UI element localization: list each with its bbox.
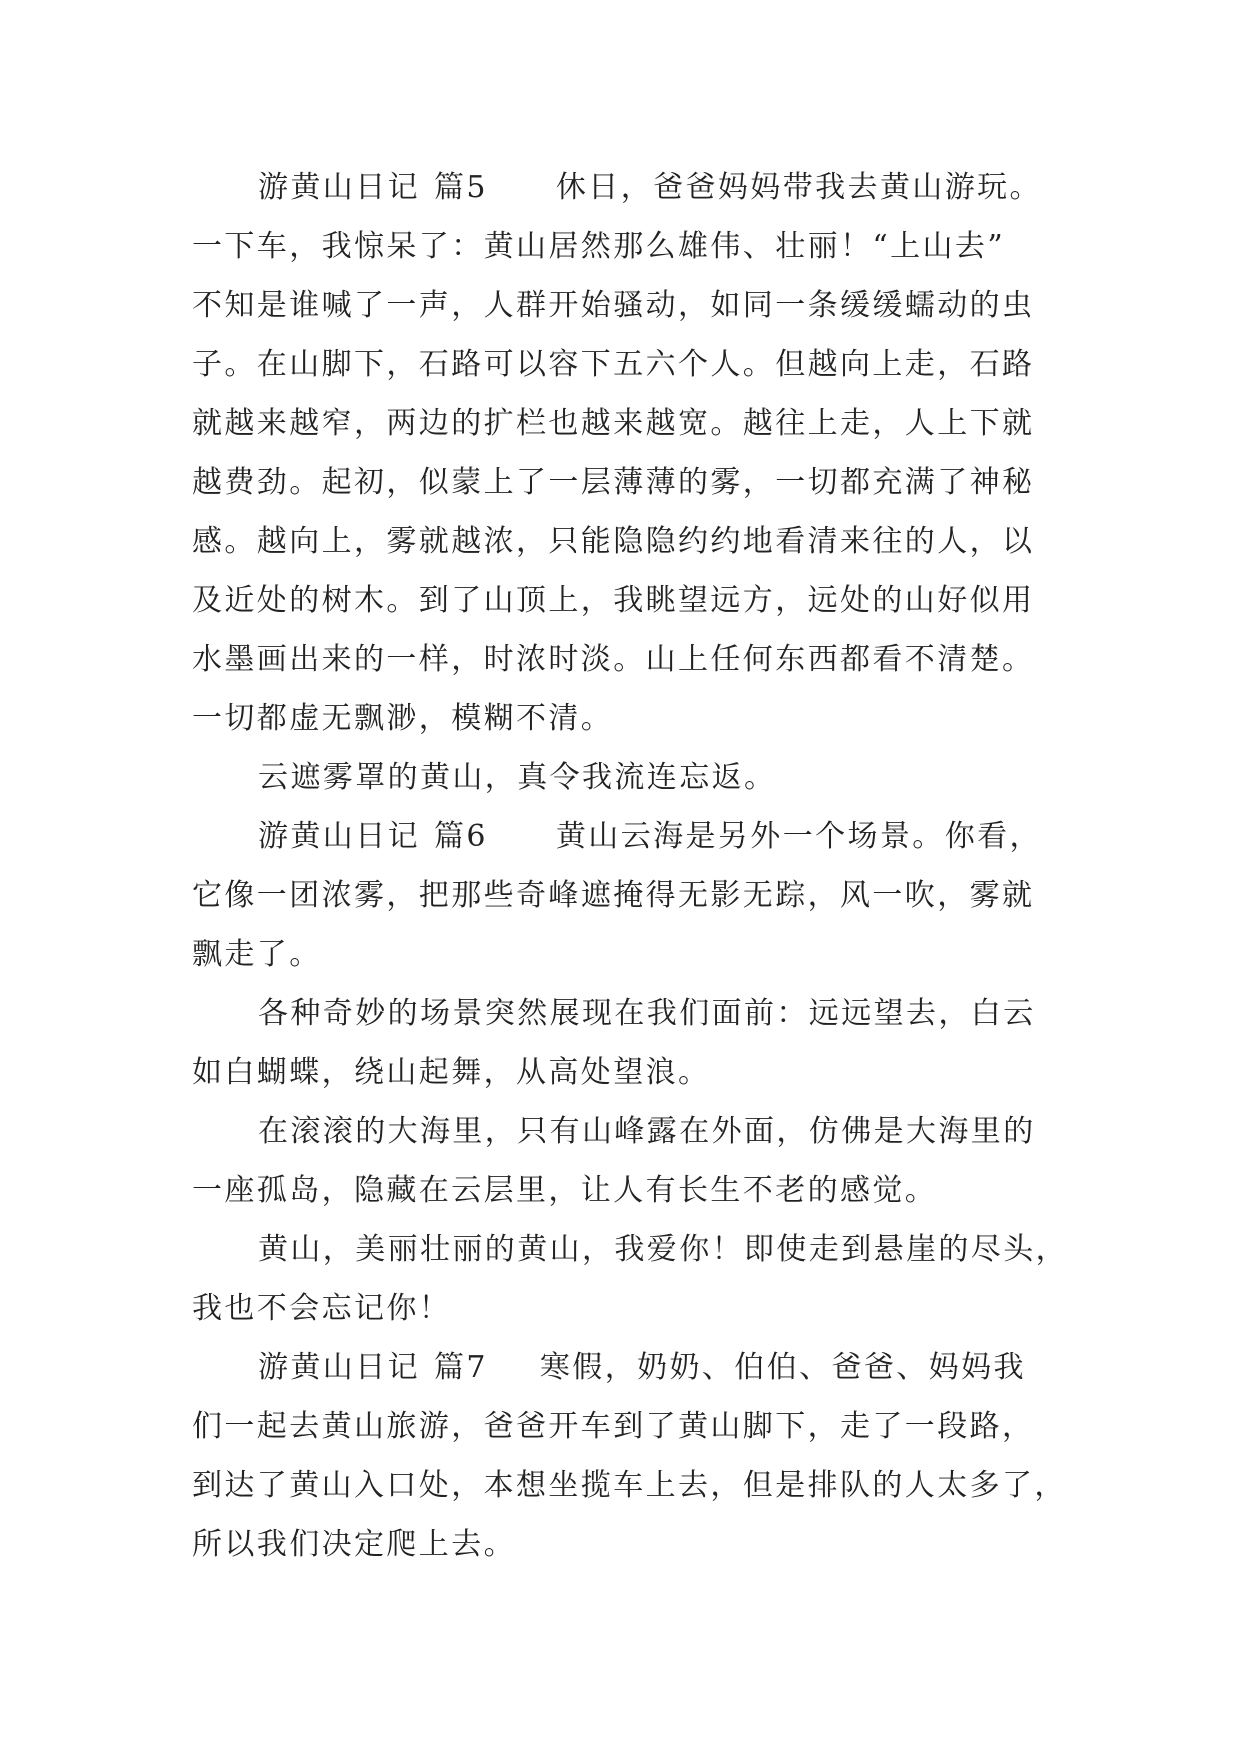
section-number: 篇6	[434, 819, 488, 854]
text-line: 各种奇妙的场景突然展现在我们面前：远远望去，白云	[258, 996, 1036, 1031]
text-line: 我也不会忘记你！	[192, 1291, 452, 1326]
paragraph-text: 休日，爸爸妈妈带我去黄山游玩。	[555, 170, 1042, 205]
section-title: 游黄山日记	[258, 819, 420, 854]
paragraph-text: 寒假，奶奶、伯伯、爸爸、妈妈我	[539, 1350, 1026, 1385]
text-line: 在滚滚的大海里，只有山峰露在外面，仿佛是大海里的	[258, 1114, 1036, 1149]
section-heading-line	[192, 1338, 1072, 1397]
text-line: 感。越向上，雾就越浓，只能隐隐约约地看清来往的人，以	[192, 524, 1035, 559]
section-title: 游黄山日记	[258, 1350, 420, 1385]
text-line: 及近处的树木。到了山顶上，我眺望远方，远处的山好似用	[192, 583, 1035, 618]
text-line: 云遮雾罩的黄山，真令我流连忘返。	[258, 760, 777, 795]
text-line: 一下车，我惊呆了：黄山居然那么雄伟、壮丽！“上山去”	[192, 229, 1006, 264]
text-line: 黄山，美丽壮丽的黄山，我爱你！即使走到悬崖的尽头，	[258, 1232, 1068, 1267]
text-line: 所以我们决定爬上去。	[192, 1527, 516, 1562]
section-title: 游黄山日记	[258, 170, 420, 205]
text-line: 它像一团浓雾，把那些奇峰遮掩得无影无踪，风一吹，雾就	[192, 878, 1035, 913]
text-line: 水墨画出来的一样，时浓时淡。山上任何东西都看不清楚。	[192, 642, 1035, 677]
text-line: 子。在山脚下，石路可以容下五六个人。但越向上走，石路	[192, 347, 1035, 382]
text-line: 就越来越窄，两边的扩栏也越来越宽。越往上走，人上下就	[192, 406, 1035, 441]
text-line: 到达了黄山入口处，本想坐揽车上去，但是排队的人太多了，	[192, 1468, 1067, 1503]
text-line: 飘走了。	[192, 937, 322, 972]
text-line: 一切都虚无飘渺，模糊不清。	[192, 701, 614, 736]
paragraph-text: 黄山云海是另外一个场景。你看，	[555, 819, 1042, 854]
text-line: 越费劲。起初，似蒙上了一层薄薄的雾，一切都充满了神秘	[192, 465, 1035, 500]
section-heading-line	[192, 158, 1072, 217]
section-heading-line	[192, 807, 1072, 866]
section-number: 篇7	[434, 1350, 488, 1385]
section-number: 篇5	[434, 170, 488, 205]
text-line: 一座孤岛，隐藏在云层里，让人有长生不老的感觉。	[192, 1173, 938, 1208]
text-line: 们一起去黄山旅游，爸爸开车到了黄山脚下，走了一段路，	[192, 1409, 1035, 1444]
text-line: 如白蝴蝶，绕山起舞，从高处望浪。	[192, 1055, 711, 1090]
text-line: 不知是谁喊了一声，人群开始骚动，如同一条缓缓蠕动的虫	[192, 288, 1035, 323]
article-body	[192, 158, 1072, 1574]
